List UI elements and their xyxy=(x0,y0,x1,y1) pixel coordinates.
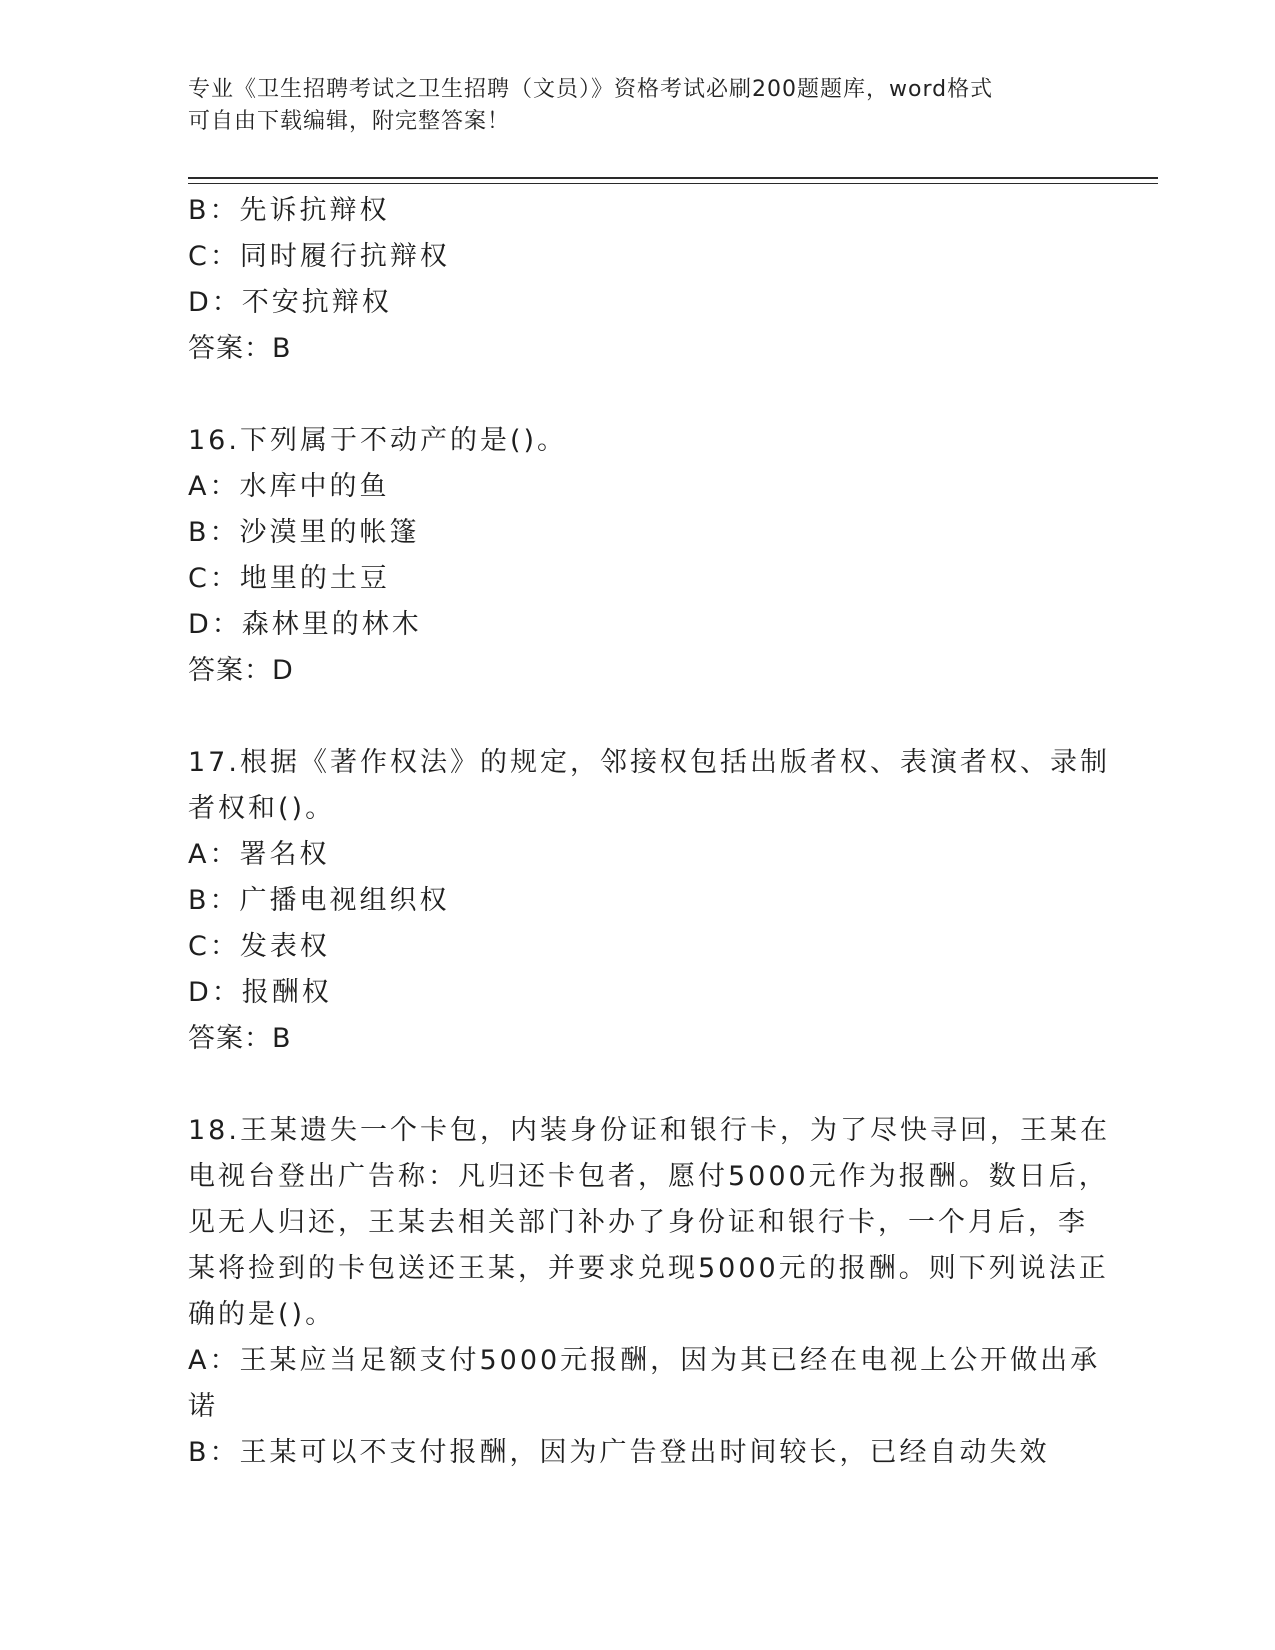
option-c: C：发表权 xyxy=(188,931,330,962)
option-a: A：署名权 xyxy=(188,839,330,870)
option-d: D：不安抗辩权 xyxy=(188,287,392,318)
header-title-line-1: 专业《卫生招聘考试之卫生招聘（文员）》资格考试必刷200题题库，word格式 xyxy=(188,77,994,102)
header-title-line-2: 可自由下载编辑，附完整答案！ xyxy=(188,109,511,134)
option-b: B：王某可以不支付报酬，因为广告登出时间较长，已经自动失效 xyxy=(188,1437,1050,1468)
option-a: A：水库中的鱼 xyxy=(188,471,390,502)
answer-line: 答案：D xyxy=(188,655,294,686)
spacer xyxy=(188,694,1088,740)
question-16 xyxy=(188,418,1088,694)
option-c: C：同时履行抗辩权 xyxy=(188,241,450,272)
question-stem: 16.下列属于不动产的是()。 xyxy=(188,425,568,456)
document-header xyxy=(188,74,1068,138)
question-stem-line-2: 者权和()。 xyxy=(188,793,336,824)
question-stem-line-1: 18.王某遗失一个卡包，内装身份证和银行卡，为了尽快寻回，王某在 xyxy=(188,1115,1110,1146)
question-stem-line-1: 17.根据《著作权法》的规定，邻接权包括出版者权、表演者权、录制 xyxy=(188,747,1110,778)
question-stem-line-4: 某将捡到的卡包送还王某，并要求兑现5000元的报酬。则下列说法正 xyxy=(188,1253,1109,1284)
question-stem-line-2: 电视台登出广告称：凡归还卡包者，愿付5000元作为报酬。数日后， xyxy=(188,1161,1109,1192)
question-17 xyxy=(188,740,1110,1062)
option-b: B：沙漠里的帐篷 xyxy=(188,517,420,548)
option-b: B：广播电视组织权 xyxy=(188,885,450,916)
option-a-line-1: A：王某应当足额支付5000元报酬，因为其已经在电视上公开做出承 xyxy=(188,1345,1101,1376)
spacer xyxy=(188,372,1088,418)
question-stem-line-3: 见无人归还，王某去相关部门补办了身份证和银行卡，一个月后，李 xyxy=(188,1207,1088,1238)
option-a-line-2: 诺 xyxy=(188,1391,218,1422)
question-list xyxy=(188,188,1110,1476)
spacer xyxy=(188,1062,1088,1108)
header-divider-thin xyxy=(188,183,1158,184)
question-15 xyxy=(188,188,1088,372)
header-divider-thick xyxy=(188,177,1158,179)
option-d: D：森林里的林木 xyxy=(188,609,422,640)
question-stem-line-5: 确的是()。 xyxy=(188,1299,336,1330)
question-18 xyxy=(188,1108,1110,1476)
option-c: C：地里的土豆 xyxy=(188,563,390,594)
answer-line: 答案：B xyxy=(188,1023,292,1054)
option-b: B：先诉抗辩权 xyxy=(188,195,390,226)
option-d: D：报酬权 xyxy=(188,977,332,1008)
answer-line: 答案：B xyxy=(188,333,292,364)
